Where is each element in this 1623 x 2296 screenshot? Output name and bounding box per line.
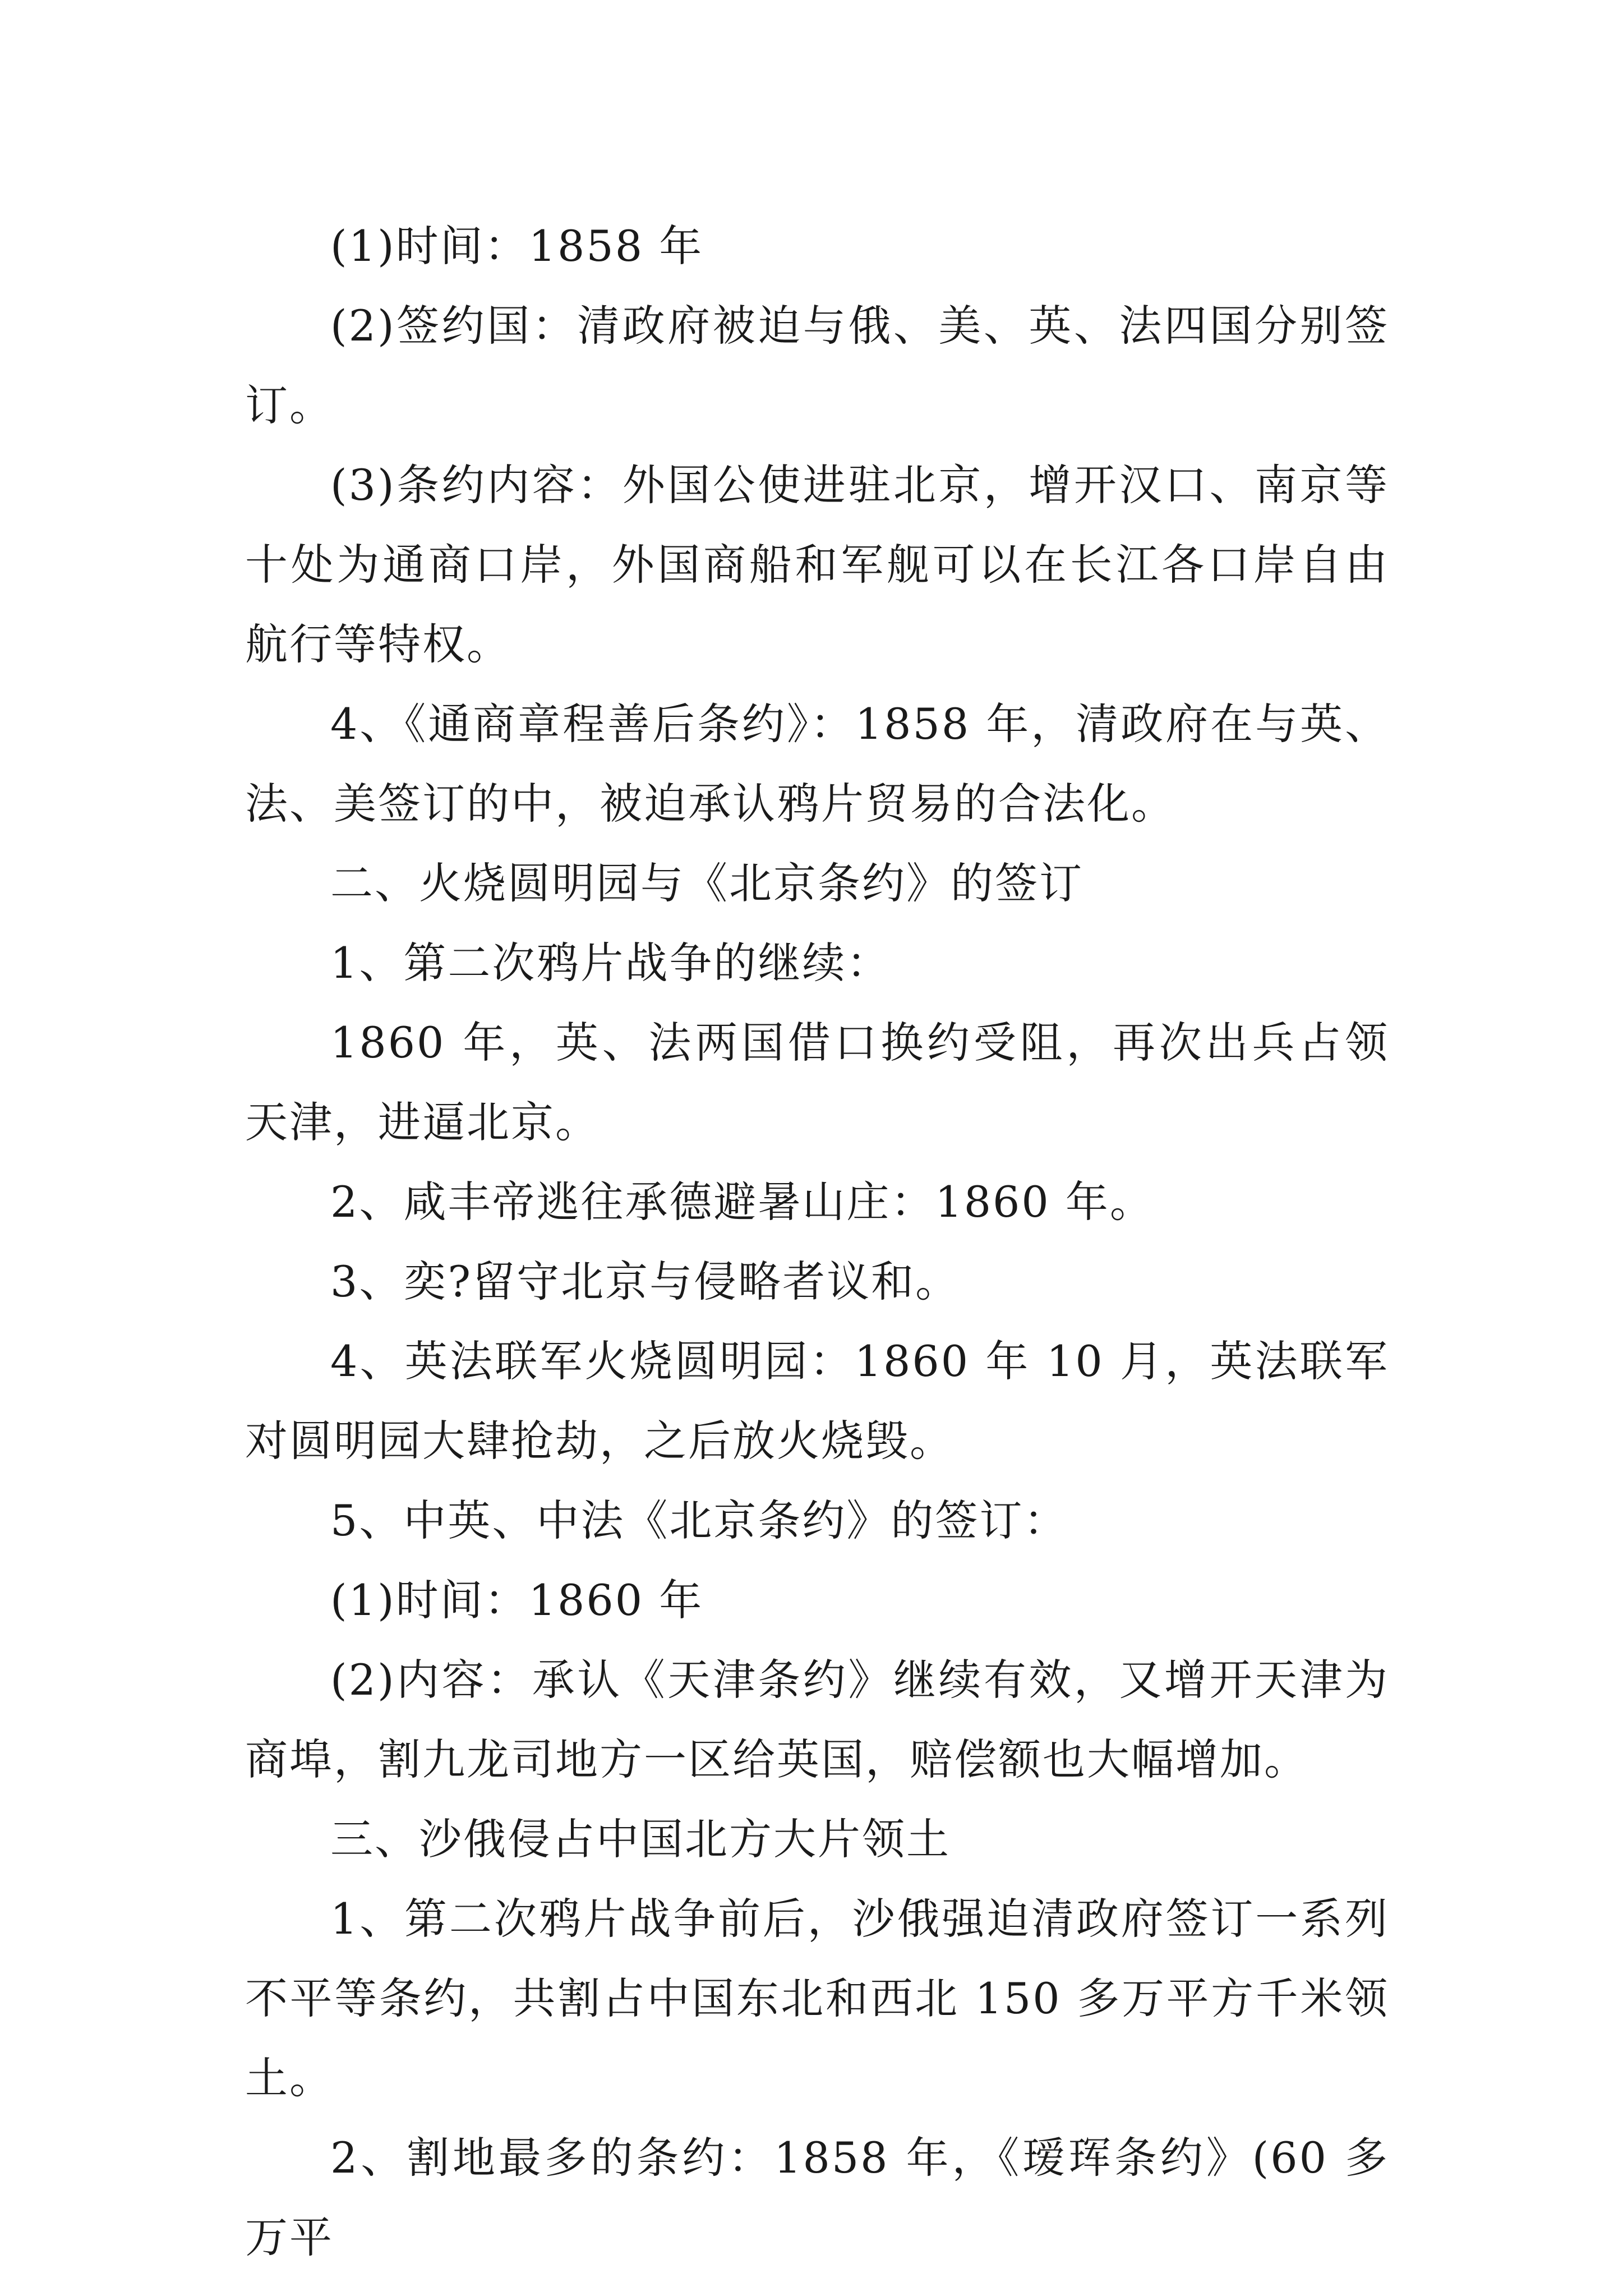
paragraph-war-continuation: 1860 年，英、法两国借口换约受阻，再次出兵占领天津，进逼北京。 (245, 1018, 1389, 1147)
paragraph-russia-territory: 1、第二次鸦片战争前后，沙俄强迫清政府签订一系列不平等条约，共割占中国东北和西北 150 多万平方千米领土。 (245, 1894, 1389, 2103)
paragraph-burning-summer-palace: 4、英法联军火烧圆明园：1860 年 10 月，英法联军对圆明园大肆抢劫，之后放火烧毁。 (245, 1336, 1389, 1466)
paragraph-4-trade-treaty: 4、《通商章程善后条约》：1858 年，清政府在与英、法、美签订的中，被迫承认鸦片贸易的合法化。 (245, 699, 1389, 829)
paragraph-3-treaty-content: (3)条约内容：外国公使进驻北京，增开汉口、南京等十处为通商口岸，外国商船和军舰可以在长江各口岸自由航行等特权。 (245, 460, 1389, 669)
paragraph-beijing-treaty-heading: 5、中英、中法《北京条约》的签订： (330, 1496, 1068, 1545)
document-body (245, 206, 1389, 2277)
section-heading-3: 三、沙俄侵占中国北方大片领土 (330, 1814, 951, 1864)
section-heading-2: 二、火烧圆明园与《北京条约》的签订 (330, 858, 1083, 908)
paragraph-beijing-treaty-time: (1)时间：1860 年 (330, 1575, 704, 1625)
paragraph-emperor-flees: 2、咸丰帝逃往承德避暑山庄：1860 年。 (330, 1177, 1154, 1227)
paragraph-1-time: (1)时间：1858 年 (330, 221, 704, 271)
paragraph-aigun-treaty: 2、割地最多的条约：1858 年，《瑷珲条约》(60 多万平 (245, 2133, 1389, 2262)
paragraph-war-continuation-heading: 1、第二次鸦片战争的继续： (330, 938, 891, 988)
paragraph-beijing-treaty-content: (2)内容：承认《天津条约》继续有效，又增开天津为商埠，割九龙司地方一区给英国，赔偿额也大幅增加。 (245, 1655, 1389, 1784)
paragraph-negotiation: 3、奕?留守北京与侵略者议和。 (330, 1257, 960, 1306)
paragraph-2-signatories: (2)签约国：清政府被迫与俄、美、英、法四国分别签订。 (245, 301, 1389, 430)
